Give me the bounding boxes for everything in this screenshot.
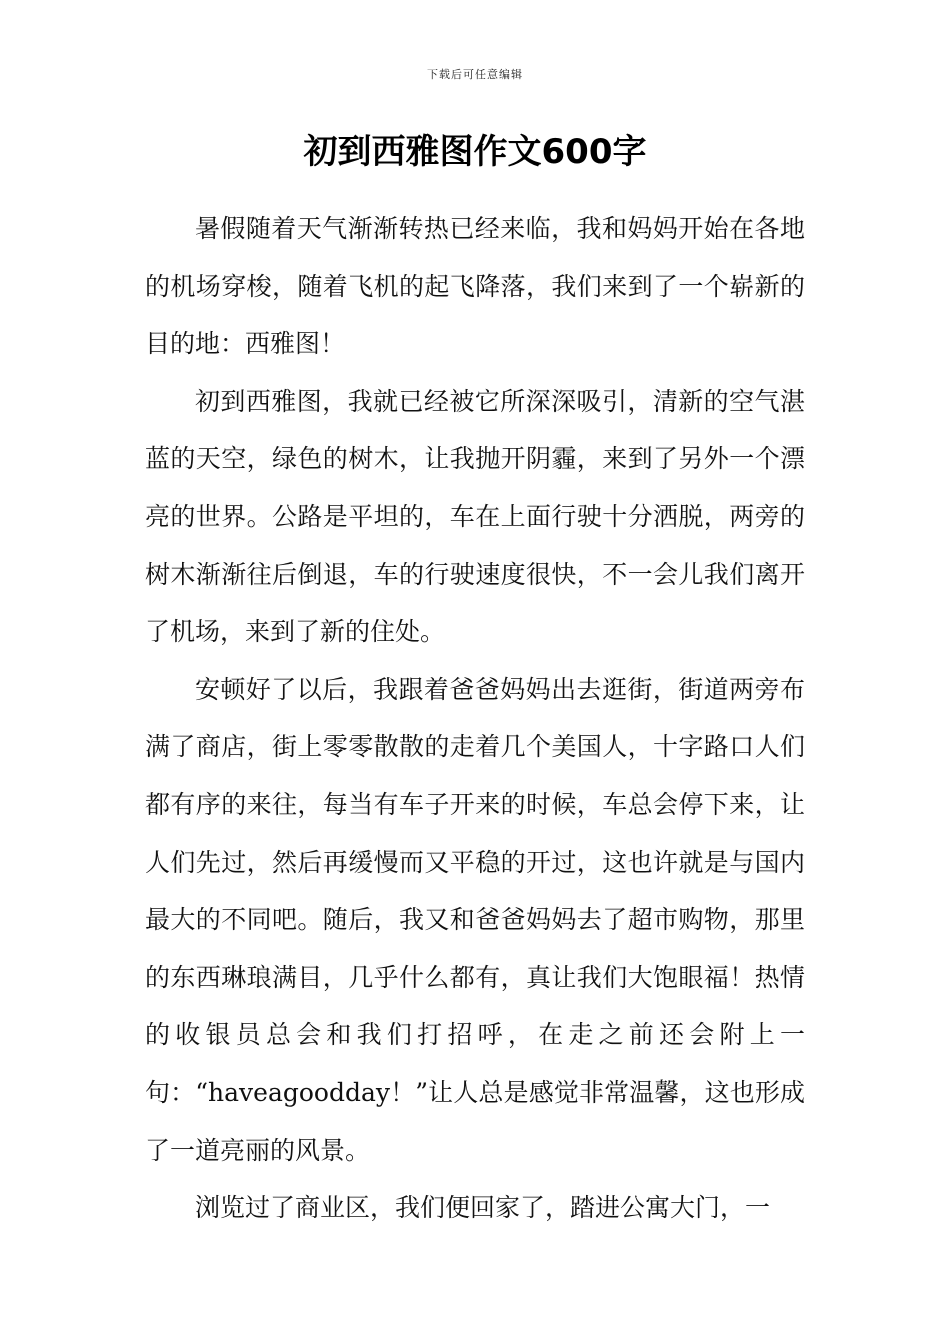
essay-body (145, 200, 805, 1237)
paragraph-3: 安顿好了以后，我跟着爸爸妈妈出去逛街，街道两旁布满了商店，街上零零散散的走着几个美国人，十字路口人们都有序的来往，每当有车子开来的时候，车总会停下来，让人们先过，然后再缓慢而又平稳的开过，这也许就是与国内最大的不同吧。随后，我又和爸爸妈妈去了超市购物，那里的东西琳琅满目，几乎什么都有，真让我们大饱眼福！热情的收银员总会和我们打招呼，在走之前还会附上一句：“haveagoodday！”让人总是感觉非常温馨，这也形成了一道亮丽的风景。 (145, 674, 805, 1165)
header-note: 下载后可任意编辑 (427, 68, 523, 81)
paragraph-2: 初到西雅图，我就已经被它所深深吸引，清新的空气湛蓝的天空，绿色的树木，让我抛开阴霾，来到了另外一个漂亮的世界。公路是平坦的，车在上面行驶十分洒脱，两旁的树木渐渐往后倒退，车的行驶速度很快，不一会儿我们离开了机场，来到了新的住处。 (145, 386, 805, 647)
document-title: 初到西雅图作文600字 (303, 132, 647, 172)
paragraph-4: 浏览过了商业区，我们便回家了，踏进公寓大门，一 (195, 1193, 771, 1223)
paragraph-1: 暑假随着天气渐渐转热已经来临，我和妈妈开始在各地的机场穿梭，随着飞机的起飞降落，我们来到了一个崭新的目的地：西雅图！ (145, 214, 805, 359)
